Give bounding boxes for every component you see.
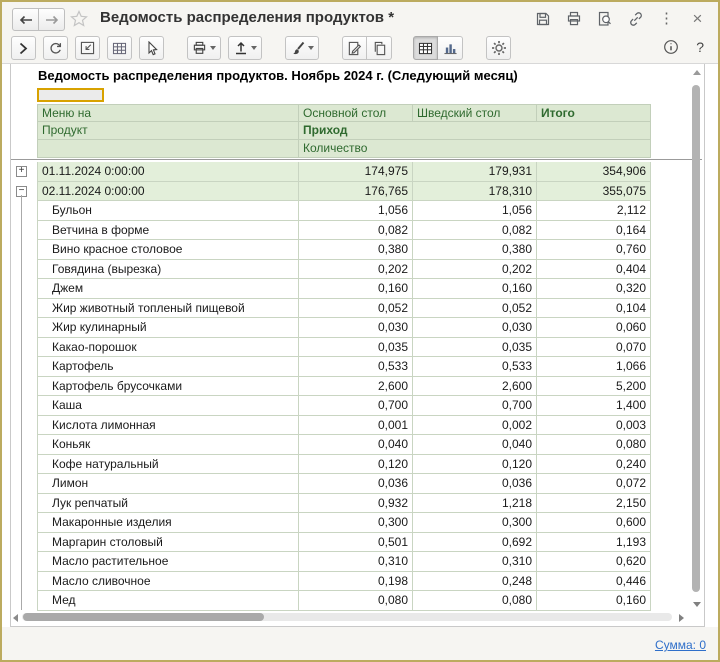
toolbar bbox=[2, 34, 718, 63]
row-value-cell[interactable]: 0,120 bbox=[413, 455, 537, 475]
row-product-cell[interactable]: Мед bbox=[37, 591, 299, 611]
favorite-star-icon[interactable] bbox=[70, 10, 88, 27]
row-value-cell[interactable]: 0,240 bbox=[537, 455, 651, 475]
header-itogo[interactable]: Итого bbox=[537, 104, 651, 122]
row-value-cell[interactable]: 0,700 bbox=[413, 396, 537, 416]
row-value-cell[interactable]: 0,082 bbox=[413, 221, 537, 241]
row-value-cell[interactable]: 5,200 bbox=[537, 377, 651, 397]
row-product-cell[interactable]: Говядина (вырезка) bbox=[37, 260, 299, 280]
row-value-cell[interactable]: 0,700 bbox=[299, 396, 413, 416]
header-empty[interactable] bbox=[37, 140, 299, 158]
row-value-cell[interactable]: 0,380 bbox=[299, 240, 413, 260]
row-value-cell[interactable]: 0,040 bbox=[299, 435, 413, 455]
print-icon[interactable] bbox=[565, 10, 582, 27]
row-value-cell[interactable]: 0,198 bbox=[299, 572, 413, 592]
row-value-cell[interactable]: 355,075 bbox=[537, 182, 651, 202]
chevron-right-icon bbox=[19, 42, 28, 55]
table-row bbox=[11, 435, 651, 455]
table-row bbox=[11, 552, 651, 572]
row-value-cell[interactable]: 2,150 bbox=[537, 494, 651, 514]
row-product-cell[interactable]: Жир кулинарный bbox=[37, 318, 299, 338]
table-view-icon bbox=[418, 42, 433, 55]
row-value-cell[interactable]: 0,104 bbox=[537, 299, 651, 319]
row-value-cell[interactable]: 178,310 bbox=[413, 182, 537, 202]
row-product-cell[interactable]: Жир животный топленый пищевой bbox=[37, 299, 299, 319]
row-value-cell[interactable]: 2,112 bbox=[537, 201, 651, 221]
row-value-cell[interactable]: 0,533 bbox=[299, 357, 413, 377]
row-product-cell[interactable]: Бульон bbox=[37, 201, 299, 221]
row-value-cell[interactable]: 1,400 bbox=[537, 396, 651, 416]
forward-button[interactable] bbox=[39, 8, 65, 31]
grid-icon bbox=[112, 42, 127, 55]
table-header bbox=[11, 104, 651, 158]
row-value-cell[interactable]: 0,036 bbox=[413, 474, 537, 494]
expander-icon[interactable]: − bbox=[16, 186, 27, 197]
table-row bbox=[11, 221, 651, 241]
row-value-cell[interactable]: 0,120 bbox=[299, 455, 413, 475]
row-value-cell[interactable]: 0,501 bbox=[299, 533, 413, 553]
format-button[interactable] bbox=[285, 36, 319, 60]
row-product-cell[interactable]: Картофель bbox=[37, 357, 299, 377]
row-value-cell[interactable]: 0,620 bbox=[537, 552, 651, 572]
row-value-cell[interactable]: 0,040 bbox=[413, 435, 537, 455]
row-product-cell[interactable]: Какао-порошок bbox=[37, 338, 299, 358]
row-value-cell[interactable]: 0,001 bbox=[299, 416, 413, 436]
row-product-cell[interactable]: Джем bbox=[37, 279, 299, 299]
row-value-cell[interactable]: 0,160 bbox=[299, 279, 413, 299]
header-osnovnoy-stol[interactable]: Основной стол bbox=[299, 104, 413, 122]
row-product-cell[interactable]: Картофель брусочками bbox=[37, 377, 299, 397]
row-value-cell[interactable]: 0,072 bbox=[537, 474, 651, 494]
row-value-cell[interactable]: 0,164 bbox=[537, 221, 651, 241]
row-product-cell[interactable]: Макаронные изделия bbox=[37, 513, 299, 533]
table-row bbox=[11, 279, 651, 299]
row-value-cell[interactable]: 1,066 bbox=[537, 357, 651, 377]
row-value-cell[interactable]: 1,056 bbox=[413, 201, 537, 221]
table-row bbox=[11, 162, 651, 182]
row-value-cell[interactable]: 354,906 bbox=[537, 162, 651, 182]
edit-pencil-icon bbox=[347, 41, 362, 56]
report-table-body bbox=[11, 162, 651, 611]
row-value-cell[interactable]: 0,300 bbox=[413, 513, 537, 533]
fit-window-button[interactable] bbox=[75, 36, 100, 60]
export-button[interactable] bbox=[228, 36, 262, 60]
gear-icon bbox=[491, 40, 507, 56]
scroll-up-icon[interactable] bbox=[693, 70, 701, 75]
expander-icon[interactable]: + bbox=[16, 166, 27, 177]
table-row bbox=[11, 494, 651, 514]
row-value-cell[interactable]: 0,080 bbox=[413, 591, 537, 611]
table-row bbox=[11, 377, 651, 397]
copy-pages-icon bbox=[372, 41, 387, 56]
row-value-cell[interactable]: 2,600 bbox=[413, 377, 537, 397]
header-prihod[interactable]: Приход bbox=[299, 122, 651, 140]
printer-icon bbox=[192, 41, 207, 55]
row-value-cell[interactable]: 0,060 bbox=[537, 318, 651, 338]
scroll-down-icon[interactable] bbox=[693, 602, 701, 607]
row-value-cell[interactable]: 0,202 bbox=[299, 260, 413, 280]
vertical-scrollbar[interactable] bbox=[692, 66, 700, 612]
row-value-cell[interactable]: 0,404 bbox=[537, 260, 651, 280]
scroll-left-icon[interactable] bbox=[13, 614, 18, 622]
more-menu-icon[interactable]: ⋮ bbox=[659, 10, 674, 27]
link-icon[interactable] bbox=[627, 10, 644, 27]
row-value-cell[interactable]: 0,030 bbox=[413, 318, 537, 338]
report-title-cell[interactable]: Ведомость распределения продуктов. Ноябрь 2024 г. (Следующий месяц) bbox=[38, 68, 518, 83]
row-value-cell[interactable]: 2,600 bbox=[299, 377, 413, 397]
row-value-cell[interactable]: 0,446 bbox=[537, 572, 651, 592]
window-title: Ведомость распределения продуктов * bbox=[100, 9, 395, 26]
row-product-cell[interactable]: Масло сливочное bbox=[37, 572, 299, 592]
row-value-cell[interactable]: 0,932 bbox=[299, 494, 413, 514]
row-value-cell[interactable]: 1,056 bbox=[299, 201, 413, 221]
dropdown-caret-icon bbox=[251, 46, 257, 50]
row-value-cell[interactable]: 0,248 bbox=[413, 572, 537, 592]
table-row bbox=[11, 572, 651, 592]
row-value-cell[interactable]: 0,320 bbox=[537, 279, 651, 299]
refresh-button[interactable] bbox=[43, 36, 68, 60]
upload-icon bbox=[234, 41, 248, 55]
horizontal-scrollbar-thumb[interactable] bbox=[23, 613, 264, 621]
row-value-cell[interactable]: 0,082 bbox=[299, 221, 413, 241]
row-value-cell[interactable]: 0,052 bbox=[299, 299, 413, 319]
resize-corner-icon bbox=[80, 41, 95, 55]
table-row bbox=[11, 260, 651, 280]
table-row bbox=[11, 591, 651, 611]
table-row bbox=[11, 455, 651, 475]
row-product-cell[interactable]: Маргарин столовый bbox=[37, 533, 299, 553]
cursor-arrow-icon bbox=[145, 41, 158, 56]
header-menu-na[interactable]: Меню на bbox=[37, 104, 299, 122]
row-product-cell[interactable]: 02.11.2024 0:00:00 bbox=[37, 182, 299, 202]
status-bar bbox=[2, 627, 718, 660]
group-tree-line bbox=[21, 195, 22, 610]
row-value-cell[interactable]: 0,160 bbox=[537, 591, 651, 611]
row-value-cell[interactable]: 0,692 bbox=[413, 533, 537, 553]
save-icon[interactable] bbox=[534, 10, 551, 27]
row-product-cell[interactable]: Масло растительное bbox=[37, 552, 299, 572]
row-value-cell[interactable]: 0,202 bbox=[413, 260, 537, 280]
row-value-cell[interactable]: 174,975 bbox=[299, 162, 413, 182]
table-settings-button[interactable] bbox=[107, 36, 132, 60]
row-product-cell[interactable]: 01.11.2024 0:00:00 bbox=[37, 162, 299, 182]
table-row bbox=[11, 318, 651, 338]
scroll-right-icon[interactable] bbox=[679, 614, 684, 622]
horizontal-scrollbar[interactable] bbox=[11, 611, 689, 623]
row-product-cell[interactable]: Кофе натуральный bbox=[37, 455, 299, 475]
header-produkt[interactable]: Продукт bbox=[37, 122, 299, 140]
table-row bbox=[11, 513, 651, 533]
settings-button[interactable] bbox=[486, 36, 511, 60]
row-value-cell[interactable]: 0,052 bbox=[413, 299, 537, 319]
table-row bbox=[11, 182, 651, 202]
nav-buttons bbox=[12, 8, 65, 31]
row-value-cell[interactable]: 0,036 bbox=[299, 474, 413, 494]
row-value-cell[interactable]: 0,035 bbox=[299, 338, 413, 358]
row-value-cell[interactable]: 0,160 bbox=[413, 279, 537, 299]
vertical-scrollbar-thumb[interactable] bbox=[692, 85, 700, 592]
back-button[interactable] bbox=[12, 8, 39, 31]
row-product-cell[interactable]: Лимон bbox=[37, 474, 299, 494]
table-view-button[interactable] bbox=[413, 36, 438, 60]
row-product-cell[interactable]: Лук репчатый bbox=[37, 494, 299, 514]
row-value-cell[interactable]: 179,931 bbox=[413, 162, 537, 182]
row-product-cell[interactable]: Каша bbox=[37, 396, 299, 416]
row-value-cell[interactable]: 0,080 bbox=[537, 435, 651, 455]
frozen-header-line bbox=[11, 159, 702, 160]
edit-button[interactable] bbox=[342, 36, 367, 60]
table-row bbox=[11, 474, 651, 494]
header-kolichestvo[interactable]: Количество bbox=[299, 140, 651, 158]
row-value-cell[interactable]: 0,600 bbox=[537, 513, 651, 533]
header-shvedskiy-stol[interactable]: Шведский стол bbox=[413, 104, 537, 122]
back-arrow-icon bbox=[19, 15, 33, 25]
info-icon[interactable] bbox=[663, 39, 679, 55]
row-value-cell[interactable]: 0,002 bbox=[413, 416, 537, 436]
row-value-cell[interactable]: 1,218 bbox=[413, 494, 537, 514]
print-preview-icon[interactable] bbox=[596, 10, 613, 27]
bar-chart-icon bbox=[443, 41, 458, 55]
row-value-cell[interactable]: 0,380 bbox=[413, 240, 537, 260]
table-row bbox=[11, 240, 651, 260]
pointer-mode-button[interactable] bbox=[139, 36, 164, 60]
table-row bbox=[11, 201, 651, 221]
row-value-cell[interactable]: 0,003 bbox=[537, 416, 651, 436]
help-icon[interactable]: ? bbox=[696, 39, 704, 55]
dropdown-caret-icon bbox=[210, 46, 216, 50]
table-row bbox=[11, 338, 651, 358]
table-row bbox=[11, 533, 651, 553]
row-product-cell[interactable]: Ветчина в форме bbox=[37, 221, 299, 241]
row-value-cell[interactable]: 1,193 bbox=[537, 533, 651, 553]
row-value-cell[interactable]: 0,035 bbox=[413, 338, 537, 358]
table-row bbox=[11, 357, 651, 377]
title-bar bbox=[2, 2, 718, 34]
row-product-cell[interactable]: Вино красное столовое bbox=[37, 240, 299, 260]
brush-icon bbox=[290, 41, 305, 56]
table-row bbox=[11, 299, 651, 319]
row-value-cell[interactable]: 0,310 bbox=[299, 552, 413, 572]
row-value-cell[interactable]: 0,310 bbox=[413, 552, 537, 572]
table-row bbox=[11, 416, 651, 436]
print-button[interactable] bbox=[187, 36, 221, 60]
sum-indicator-link[interactable]: Сумма: 0 bbox=[654, 638, 706, 652]
row-value-cell[interactable]: 0,760 bbox=[537, 240, 651, 260]
copy-button[interactable] bbox=[367, 36, 392, 60]
row-value-cell[interactable]: 0,070 bbox=[537, 338, 651, 358]
row-value-cell[interactable]: 0,300 bbox=[299, 513, 413, 533]
row-product-cell[interactable]: Кислота лимонная bbox=[37, 416, 299, 436]
selected-cell[interactable] bbox=[37, 88, 104, 102]
row-value-cell[interactable]: 0,533 bbox=[413, 357, 537, 377]
dropdown-caret-icon bbox=[308, 46, 314, 50]
generate-button[interactable] bbox=[11, 36, 36, 60]
row-value-cell[interactable]: 0,030 bbox=[299, 318, 413, 338]
spreadsheet bbox=[10, 64, 705, 627]
table-row bbox=[11, 396, 651, 416]
row-product-cell[interactable]: Коньяк bbox=[37, 435, 299, 455]
row-value-cell[interactable]: 0,080 bbox=[299, 591, 413, 611]
chart-view-button[interactable] bbox=[438, 36, 463, 60]
forward-arrow-icon bbox=[45, 15, 59, 25]
row-value-cell[interactable]: 176,765 bbox=[299, 182, 413, 202]
close-icon[interactable]: × bbox=[692, 9, 703, 28]
refresh-icon bbox=[48, 41, 63, 56]
